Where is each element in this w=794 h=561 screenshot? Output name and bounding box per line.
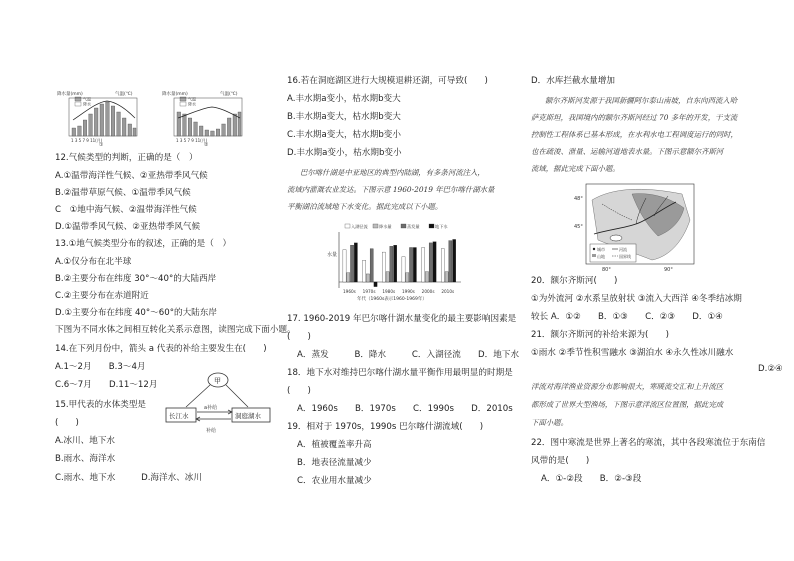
- legend-swatch-1: [373, 224, 378, 228]
- chart-xlabel: 年代（1960s表示1960-1969年）: [357, 297, 427, 302]
- map-legend-river: 河流: [619, 247, 627, 252]
- bar-1960s-1: [347, 273, 350, 282]
- q19-option-c: C．农业用水量减少: [297, 476, 372, 486]
- q14-options-cd: C.6～7月 D.11～12月: [55, 380, 158, 390]
- q15-paren: ( ): [55, 418, 79, 428]
- q20-options-line1: ①为外流河 ②水系呈放射状 ③流入大西洋 ④冬季结冰期: [531, 294, 742, 304]
- bar-2000s-1: [425, 272, 428, 282]
- passage-balkhash-line3: 平衡湖泊流域地下水变化。据此完成以下小题。: [287, 202, 443, 211]
- legend-label-2: 蒸发量: [407, 224, 420, 229]
- bar-1990s-1: [406, 273, 409, 282]
- q22-stem-cont: 风带的是( ): [531, 456, 590, 466]
- q16-option-a: A.丰水期a变小，枯水期b变大: [287, 94, 401, 104]
- balkhash-bar-chart: [325, 222, 465, 302]
- passage-balkhash-line1: 巴尔喀什湖是中亚地区的典型内陆湖，有多条河流注入，: [300, 168, 485, 177]
- bar-1960s-2: [350, 245, 353, 282]
- bar-1980s-0: [382, 252, 385, 282]
- q19-option-d: D．水库拦截水量增加: [531, 76, 615, 86]
- passage-balkhash-line2: 流域内灌溉农业发达。下图示意 1960-2019 年巴尔喀什湖水量: [287, 185, 495, 194]
- chart2-ylabel-left: 降水量(mm): [162, 92, 188, 97]
- chart1-ylabel-left: 降水量(mm): [57, 92, 83, 97]
- q21-options: ①雨水 ②季节性积雪融水 ③湖泊水 ④永久性冰川融水: [531, 348, 734, 358]
- bar-1980s-3: [394, 245, 397, 282]
- bar-1970s-2: [370, 249, 373, 282]
- bar-2010s-0: [441, 249, 444, 282]
- q18-paren: ( ): [287, 386, 311, 396]
- bar-1980s-2: [390, 246, 393, 282]
- q22-stem: 22．图中寒流是世界上著名的寒流，其中各段寒流位于东南信: [531, 438, 766, 448]
- legend-label-0: 入湖径流: [351, 224, 368, 229]
- passage-irtysh-line1: 额尔齐斯河发源于我国新疆阿尔泰山南坡，自东向西流入哈: [545, 96, 738, 105]
- q15-option-a: A.冰川、地下水: [55, 436, 116, 446]
- passage-irtysh-line2: 萨克斯坦，我国境内的额尔齐斯河经过 70 多年的开发，干支流: [531, 113, 738, 122]
- q22-options: A．①-②段 B．②-③段: [541, 474, 642, 484]
- map-lat-48: 48°: [574, 196, 583, 202]
- bar-1960s-3: [354, 243, 357, 282]
- q19-option-a: A．植被覆盖率升高: [297, 440, 372, 450]
- diagram-node-dongting: 洞庭湖水: [235, 412, 261, 420]
- q16-option-c: C.丰水期a变大，枯水期b变小: [287, 130, 401, 140]
- q16-option-d: D.丰水期a变小，枯水期b变小: [287, 148, 402, 158]
- chart1-months: 1 3 5 7 9 11(月): [71, 138, 103, 143]
- q19-option-b: B．地表径流量减少: [297, 458, 372, 468]
- q12-option-d: D.①温带季风气候、②亚热带季风气候: [55, 222, 201, 232]
- bar-2000s-0: [422, 248, 425, 283]
- bar-2010s-1: [445, 272, 448, 282]
- bar-1960s-0: [343, 250, 346, 282]
- diagram-node-yangtze: 长江水: [169, 412, 189, 420]
- map-lat-45: 45°: [574, 224, 583, 230]
- q12-option-c: C ①地中海气候、②温带海洋性气候: [55, 205, 197, 215]
- q12-stem: 12.气候类型的判断，正确的是（ ）: [55, 153, 198, 163]
- x-tick-1960s: 1960s: [343, 289, 356, 294]
- map-lon-80: 80°: [602, 267, 611, 272]
- water-body-diagram: [160, 370, 280, 436]
- diagram-arrow-b: 补给: [206, 428, 217, 434]
- q13-option-a: A.①仅分布在北半球: [55, 257, 132, 267]
- climate-chart-2: [160, 88, 260, 146]
- bar-1970s-1: [366, 274, 369, 282]
- map-legend-city: 城市: [597, 247, 605, 252]
- q14-stem: 14.在下列月份中，箭头 a 代表的补给主要发生在( ): [55, 344, 267, 354]
- q17-paren: ( ): [287, 332, 311, 342]
- q14-options-ab: A.1～2月 B.3～4月: [55, 362, 146, 372]
- x-tick-1980s: 1980s: [382, 289, 396, 294]
- legend-swatch-3: [429, 224, 434, 228]
- q13-option-c: C.②主要分布在赤道附近: [55, 291, 149, 301]
- q16-stem: 16.若在洞庭湖区进行大规模退耕还湖，可导致( ): [287, 76, 488, 86]
- irtysh-river-map: [572, 180, 700, 272]
- chart2-months: 1 3 5 7 9 11(月): [176, 138, 208, 143]
- diagram-arrow-a: a补给: [204, 405, 218, 411]
- legend-label-1: 降水量: [379, 224, 392, 229]
- bar-1980s-1: [386, 272, 389, 282]
- chart-ylabel: 水量: [327, 252, 338, 258]
- map-legend-mountain: 山地: [597, 254, 605, 259]
- q20-stem: 20．额尔齐斯河( ): [531, 276, 618, 286]
- chart2-ylabel-right: 气温(℃): [220, 92, 238, 97]
- chart1-ylabel-right: 气温(℃): [115, 92, 133, 97]
- bar-1970s-0: [363, 260, 366, 282]
- chart2-legend-temp: 气温: [188, 96, 196, 102]
- x-tick-1990s: 1990s: [402, 289, 415, 294]
- passage-irtysh-line4: 也在疏浚、泄量、运输河道地表水量。下图示意额尔齐斯河: [531, 147, 724, 156]
- q14-intro: 下图为不同水体之间相互转化关系示意图，读图完成下面小题。: [55, 325, 296, 335]
- q15-options-cd: C.雨水、地下水 D.海洋水、冰川: [55, 473, 202, 483]
- bar-2000s-3: [433, 242, 436, 282]
- chart1-legend-temp: 气温: [83, 96, 91, 102]
- q13-stem: 13.①地气候类型分布的叙述，正确的是（ ）: [55, 239, 232, 249]
- bar-1990s-3: [413, 248, 416, 283]
- bar-1970s-3: [374, 282, 377, 287]
- bar-1990s-0: [402, 257, 405, 282]
- passage-current-line2: 都形成了世界大型渔场，下图示意洋流区位置图，据此完成: [531, 400, 724, 409]
- map-legend-border: 国界线: [619, 254, 631, 259]
- bar-2010s-2: [449, 241, 452, 282]
- q12-option-a: A.①温带海洋性气候、②亚热带季风气候: [55, 171, 208, 181]
- passage-irtysh-line5: 流域，据此完成下面小题。: [531, 164, 620, 173]
- legend-label-3: 地下水: [435, 224, 448, 229]
- q15-option-b: B.雨水、海洋水: [55, 454, 116, 464]
- chart1-legend-prec: 降水: [83, 101, 91, 107]
- x-tick-2000s: 2000s: [421, 289, 435, 294]
- q21-stem: 21．额尔齐斯河的补给来源为( ): [531, 330, 669, 340]
- q18-options: A．1960s B．1970s C．1990s D．2010s: [297, 404, 513, 414]
- q13-option-d: D.①主要分布在纬度 40°～60°的大陆东岸: [55, 308, 217, 318]
- x-tick-2010s: 2010s: [441, 289, 455, 294]
- legend-swatch-2: [401, 224, 406, 228]
- chart2-label: ②: [204, 142, 209, 146]
- bar-2000s-2: [429, 243, 432, 282]
- q13-option-b: B.②主要分布在纬度 30°～40°的大陆西岸: [55, 274, 217, 284]
- legend-swatch-0: [345, 224, 350, 228]
- passage-irtysh-line3: 控制性工程体系已基本形成，在水利水电工程调度运行的同时，: [531, 130, 738, 139]
- climate-chart-1: [55, 88, 155, 146]
- map-lon-90: 90°: [664, 267, 673, 272]
- passage-current-line1: 洋流对海洋渔业资源分布影响很大，寒暖流交汇和上升流区: [531, 382, 724, 391]
- q20-options-line2: 较长 A．①② B．①③ C．②③ D．①④: [531, 312, 723, 322]
- q12-option-b: B.②温带草原气候、①温带季风气候: [55, 188, 191, 198]
- bar-1990s-2: [409, 248, 412, 283]
- q21-option-d: D.②④: [758, 364, 783, 374]
- diagram-node-jia: 甲: [214, 377, 221, 385]
- q18-stem: 18．地下水对维持巴尔喀什湖水量平衡作用最明显的时期是: [287, 368, 513, 378]
- q17-stem: 17. 1960-2019 年巴尔喀什湖水量变化的最主要影响因素是: [287, 314, 517, 324]
- q15-stem: 15.甲代表的水体类型是: [55, 400, 147, 410]
- bar-2010s-3: [453, 239, 456, 282]
- x-tick-1970s: 1970s: [362, 289, 376, 294]
- q16-option-b: B.丰水期a变大，枯水期b变大: [287, 112, 401, 122]
- chart2-legend-prec: 降水: [188, 101, 196, 107]
- q17-options: A．蒸发 B．降水 C．入湖径流 D．地下水: [297, 350, 520, 360]
- chart1-label: ①: [99, 142, 104, 146]
- q19-stem: 19．相对于 1970s，1990s 巴尔喀什湖流域( ): [287, 422, 484, 432]
- passage-current-line3: 下面小题。: [531, 418, 568, 427]
